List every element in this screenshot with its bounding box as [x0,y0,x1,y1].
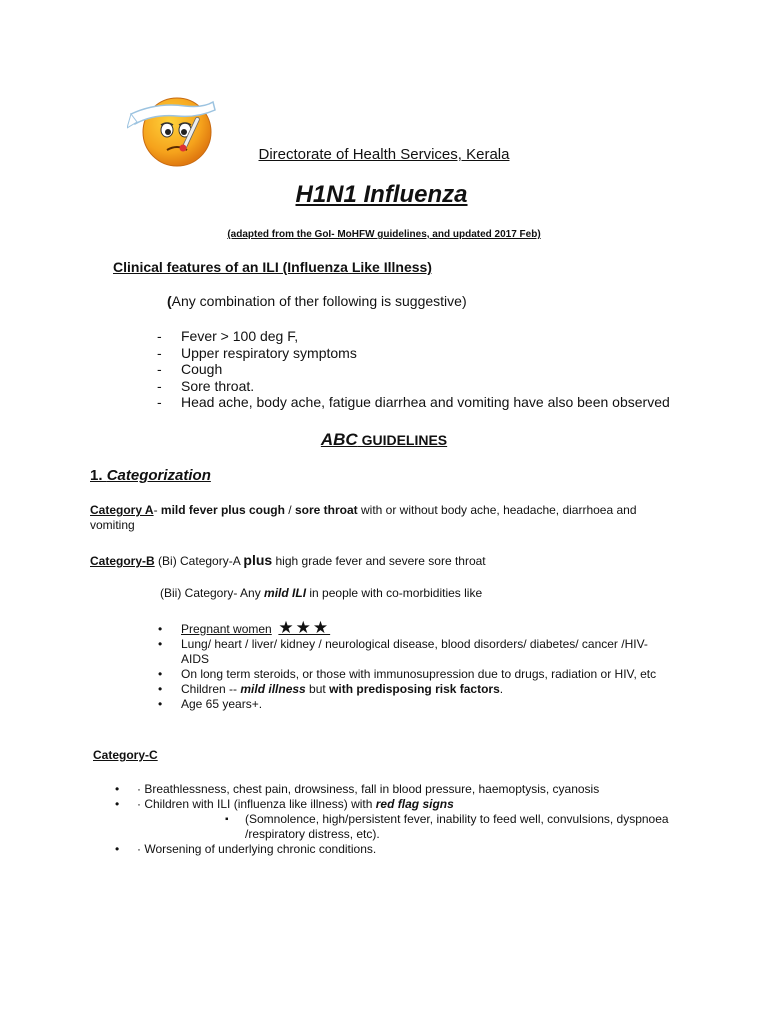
list-item: • Lung/ heart / liver/ kidney / neurological disease, blood disorders/ diabetes/ cancer /HIV-AIDS [158,637,673,667]
list-item: • Children -- mild illness but with predisposing risk factors. [158,682,673,697]
list-item: - Head ache, body ache, fatigue diarrhea and vomiting have also been observed [157,394,670,411]
combination-note [167,293,467,309]
symptom-list [157,328,670,411]
page-title: H1N1 Influenza [295,181,468,208]
list-item: - Cough [157,361,670,378]
categorization-heading: 1. Categorization [90,467,211,484]
list-item: ▪ (Somnolence, high/persistent fever, inability to feed well, convulsions, dyspnoea /respiratory distress, etc). [137,812,715,842]
abc-label: ABC [320,430,358,449]
guidelines-label: GUIDELINES [357,432,448,448]
list-item: • Age 65 years+. [158,697,673,712]
category-a-label: Category A [90,503,154,517]
stars-icon: ★★★ [278,618,331,637]
clinical-features-heading: Clinical features of an ILI (Influenza Like Illness) [113,259,432,275]
page-subtitle: (adapted from the GoI- MoHFW guidelines, and updated 2017 Feb) [227,229,541,240]
category-b-text: Category-B (Bi) Category-A plus high grade fever and severe sore throat [90,552,486,568]
organization-name: Directorate of Health Services, Kerala [258,146,510,163]
category-a-text: Category A- mild fever plus cough / sore throat with or without body ache, headache, diarrhoea and vomiting [90,503,637,532]
red-flag-sublist [137,812,715,842]
combination-paren: ( [167,293,172,309]
list-item: - Upper respiratory symptoms [157,345,670,362]
abc-guidelines-heading [0,430,768,450]
list-item: • On long term steroids, or those with immunosupression due to drugs, radiation or HIV, etc [158,667,673,682]
category-b-label: Category-B [90,554,155,568]
list-item: • · Children with ILI (influenza like illness) with red flag signs ▪ (Somnolence, high/persistent fever, inability to feed well, convulsions, dyspnoea /respiratory distress, etc). [115,797,715,842]
list-item [158,618,673,637]
category-bii-text: (Bii) Category- Any mild ILI in people with co-morbidities like [160,586,483,600]
pregnant-women-label: Pregnant women [181,622,272,636]
combination-text: Any combination of ther following is suggestive) [171,293,467,309]
category-c-list [115,782,715,857]
list-item: - Sore throat. [157,378,670,395]
list-item: - Fever > 100 deg F, [157,328,670,345]
list-item: • · Worsening of underlying chronic conditions. [115,842,715,857]
category-c-label: Category-C [93,748,158,762]
comorbidity-list [158,618,673,712]
list-item: • · Breathlessness, chest pain, drowsiness, fall in blood pressure, haemoptysis, cyanosis [115,782,715,797]
